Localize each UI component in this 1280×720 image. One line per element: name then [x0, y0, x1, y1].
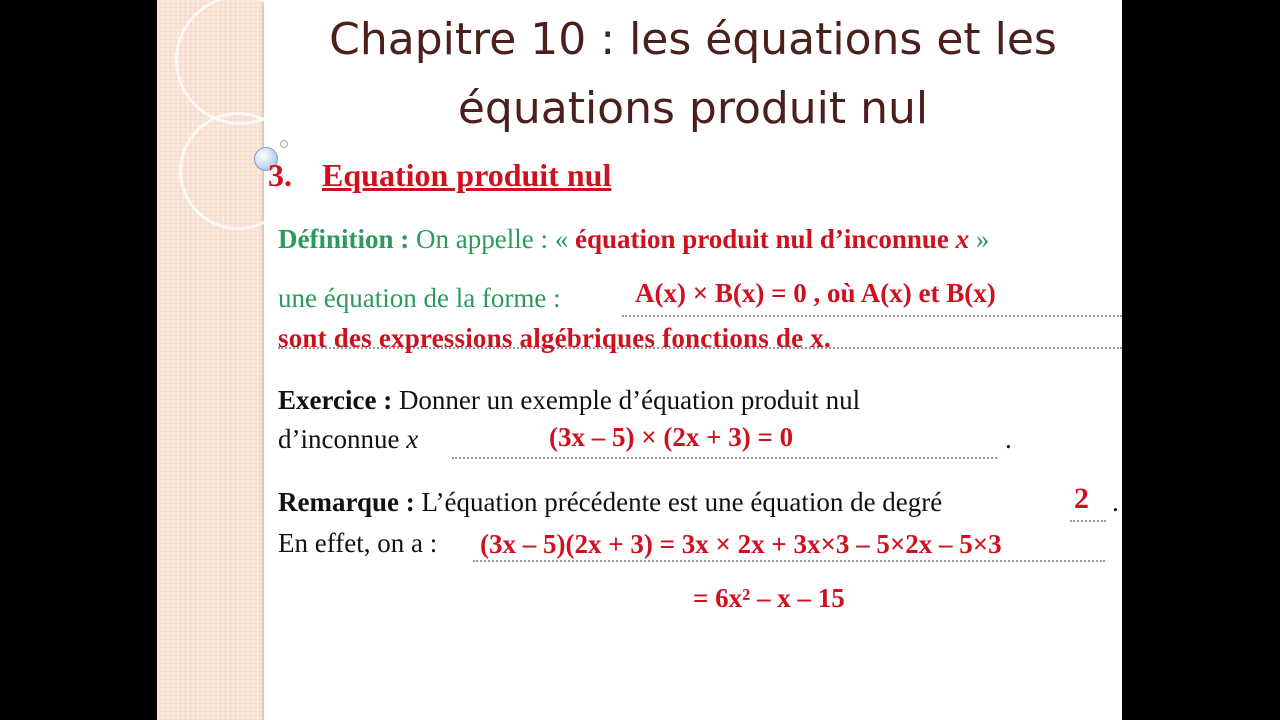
definition-line-3: sont des expressions algébriques fonctions de x.	[278, 323, 831, 353]
exercise-line-2-text	[278, 424, 418, 455]
exercise-text: Donner un exemple d’équation produit nul	[398, 385, 861, 415]
section-number: 3.	[268, 157, 292, 193]
dotted-answer-line	[622, 315, 1122, 317]
exercise-inconnue: d’inconnue	[278, 424, 400, 454]
dotted-answer-line	[1070, 520, 1106, 522]
section-title: Equation produit nul	[322, 157, 612, 193]
dotted-answer-line	[452, 457, 997, 459]
definition-intro: On appelle : «	[416, 224, 569, 254]
dotted-answer-line	[473, 560, 1105, 562]
remark-period: .	[1112, 487, 1119, 517]
exercise-label: Exercice :	[278, 385, 393, 415]
definition-line-2-text: une équation de la forme :	[278, 283, 561, 313]
definition-close-quote: »	[975, 224, 990, 254]
remark-text: L’équation précédente est une équation de degré	[421, 487, 943, 517]
remark-result: = 6x² – x – 15	[693, 583, 845, 613]
remark-line-1	[278, 487, 942, 518]
remark-line-2-text: En effet, on a :	[278, 528, 438, 558]
exercise-period: .	[1005, 424, 1012, 454]
remark-label: Remarque :	[278, 487, 415, 517]
page-title-line-1: Chapitre 10 : les équations et les	[329, 14, 1057, 65]
exercise-line-1	[278, 385, 860, 416]
page-title-line-2: équations produit nul	[457, 83, 929, 134]
definition-variable: x	[955, 224, 970, 254]
definition-line-1	[278, 224, 989, 255]
definition-label: Définition :	[278, 224, 410, 254]
definition-formula: A(x) × B(x) = 0 , où A(x) et B(x)	[635, 278, 996, 308]
exercise-answer: (3x – 5) × (2x + 3) = 0	[549, 422, 794, 452]
remark-degree: 2	[1074, 482, 1089, 515]
remark-expansion: (3x – 5)(2x + 3) = 3x × 2x + 3x×3 – 5×2x – 5×3	[480, 529, 1002, 559]
small-dot-icon	[280, 140, 288, 148]
slide	[157, 0, 1122, 720]
exercise-variable: x	[406, 424, 419, 454]
definition-term: équation produit nul d’inconnue	[574, 224, 949, 254]
